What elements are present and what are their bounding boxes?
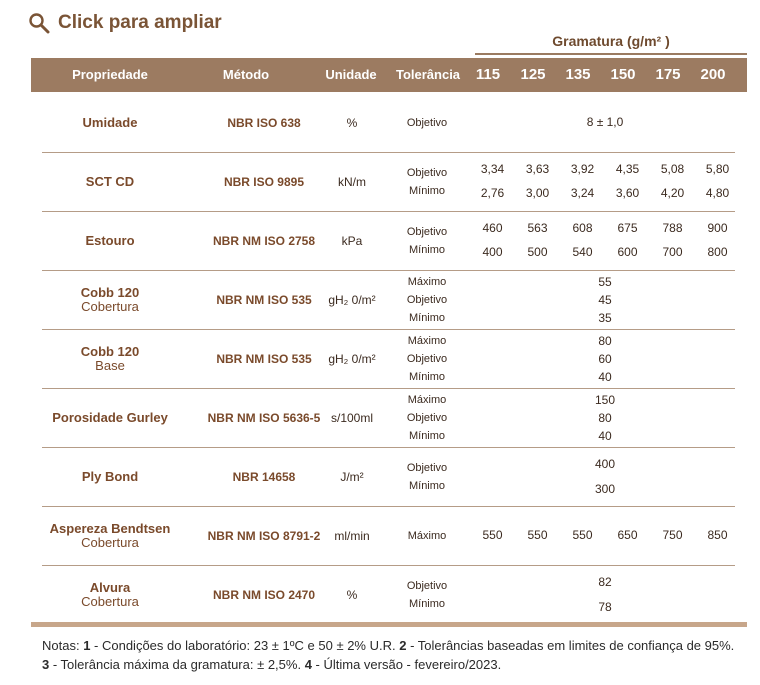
notes xyxy=(42,636,742,674)
tolerance-label: Objetivo xyxy=(406,225,448,238)
tolerance-label: Objetivo xyxy=(406,352,448,365)
method-cell: NBR 14658 xyxy=(232,469,296,484)
table-row xyxy=(42,93,735,153)
tolerance-cell xyxy=(392,506,462,565)
value: 82 xyxy=(598,575,612,589)
property-sub: Cobertura xyxy=(81,593,139,609)
note-number: 3 xyxy=(42,657,50,672)
values-line xyxy=(470,186,740,200)
method-cell: NBR NM ISO 535 xyxy=(216,351,312,366)
table-row xyxy=(42,565,735,624)
value: 4,35 xyxy=(615,162,640,176)
property-sub: Cobertura xyxy=(81,298,139,314)
property-cell xyxy=(42,388,178,447)
note-number: 2 xyxy=(399,638,407,653)
property-name: Porosidade Gurley xyxy=(52,409,168,425)
tolerance-cell xyxy=(392,329,462,388)
value: 300 xyxy=(594,482,616,496)
property-name: Umidade xyxy=(82,114,138,130)
value: 460 xyxy=(482,221,503,235)
note-text: - Última versão - fevereiro/2023. xyxy=(311,657,502,672)
value: 550 xyxy=(572,528,593,542)
unit-cell: s/100ml xyxy=(330,410,374,425)
method-cell: NBR ISO 638 xyxy=(227,115,301,130)
tolerance-label: Objetivo xyxy=(406,411,448,424)
property-cell xyxy=(42,329,178,388)
header-unidade: Unidade xyxy=(325,67,377,82)
header-tolerancia: Tolerância xyxy=(395,67,461,82)
tolerance-label: Máximo xyxy=(407,393,447,406)
note-number: 4 xyxy=(304,657,312,672)
values-line xyxy=(470,245,740,259)
property-name: SCT CD xyxy=(85,173,135,189)
tolerance-cell xyxy=(392,270,462,329)
value: 4,20 xyxy=(660,186,685,200)
value: 563 xyxy=(527,221,548,235)
value: 60 xyxy=(598,352,612,366)
tolerance-label: Objetivo xyxy=(406,579,448,592)
note-text: - Tolerância máxima da gramatura: ± 2,5%. xyxy=(49,657,305,672)
zoom-link[interactable] xyxy=(28,12,222,34)
notes-prefix: Notas: xyxy=(42,638,84,653)
property-name: Aspereza Bendtsen xyxy=(49,520,171,536)
header-propriedade: Propriedade xyxy=(72,67,148,82)
property-name: Ply Bond xyxy=(81,468,139,484)
property-cell xyxy=(42,152,178,211)
tolerance-label: Mínimo xyxy=(408,370,446,383)
values-cell xyxy=(470,506,740,565)
value: 3,24 xyxy=(570,186,595,200)
values-cell xyxy=(470,270,740,329)
tolerance-label: Mínimo xyxy=(408,311,446,324)
property-cell xyxy=(42,506,178,565)
header-metodo: Método xyxy=(222,67,270,82)
value: 750 xyxy=(662,528,683,542)
value: 600 xyxy=(617,245,638,259)
table-row xyxy=(42,270,735,330)
tolerance-cell xyxy=(392,447,462,506)
value: 675 xyxy=(617,221,638,235)
table-row xyxy=(42,329,735,389)
tolerance-cell xyxy=(392,388,462,447)
gramatura-divider xyxy=(475,53,747,55)
values-cell xyxy=(470,329,740,388)
table-header xyxy=(31,58,747,92)
table-row xyxy=(42,388,735,448)
tolerance-cell xyxy=(392,93,462,152)
value: 4,80 xyxy=(705,186,730,200)
value: 850 xyxy=(707,528,728,542)
value: 2,76 xyxy=(480,186,505,200)
value: 55 xyxy=(598,275,612,289)
property-cell xyxy=(42,565,178,624)
header-weight: 150 xyxy=(610,66,636,83)
tolerance-label: Mínimo xyxy=(408,243,446,256)
property-name: Cobb 120 xyxy=(80,284,140,300)
zoom-label: Click para ampliar xyxy=(58,12,222,33)
value: 40 xyxy=(598,429,612,443)
unit-cell: gH₂ 0/m² xyxy=(328,292,376,307)
property-sub: Base xyxy=(95,357,125,373)
property-cell xyxy=(42,270,178,329)
values-cell xyxy=(470,565,740,624)
method-cell: NBR NM ISO 535 xyxy=(216,292,312,307)
property-name: Alvura xyxy=(89,579,131,595)
table-footer-bar xyxy=(31,622,747,627)
method-cell: NBR NM ISO 2470 xyxy=(212,587,316,602)
tolerance-label: Objetivo xyxy=(406,166,448,179)
unit-cell: kPa xyxy=(341,233,363,248)
magnifier-icon xyxy=(28,12,50,34)
tolerance-label: Objetivo xyxy=(406,293,448,306)
property-name: Cobb 120 xyxy=(80,343,140,359)
value: 400 xyxy=(482,245,503,259)
table-row xyxy=(42,447,735,507)
values-cell xyxy=(470,152,740,211)
value: 150 xyxy=(594,393,616,407)
unit-cell: % xyxy=(346,115,358,130)
header-weight: 200 xyxy=(700,66,726,83)
unit-cell: % xyxy=(346,587,358,602)
unit-cell: J/m² xyxy=(340,469,364,484)
value: 608 xyxy=(572,221,593,235)
table-row xyxy=(42,152,735,212)
value: 650 xyxy=(617,528,638,542)
value: 35 xyxy=(598,311,612,325)
method-cell: NBR NM ISO 5636-5 xyxy=(207,410,321,425)
values-line xyxy=(470,528,740,542)
value: 788 xyxy=(662,221,683,235)
values-line xyxy=(470,162,740,176)
value: 400 xyxy=(594,457,616,471)
property-cell xyxy=(42,211,178,270)
value: 5,80 xyxy=(705,162,730,176)
tolerance-label: Mínimo xyxy=(408,597,446,610)
value: 3,00 xyxy=(525,186,550,200)
value: 45 xyxy=(598,293,612,307)
unit-cell: gH₂ 0/m² xyxy=(328,351,376,366)
tolerance-label: Máximo xyxy=(407,529,447,542)
value: 900 xyxy=(707,221,728,235)
value: 8 ± 1,0 xyxy=(586,115,624,129)
values-cell xyxy=(470,447,740,506)
value: 800 xyxy=(707,245,728,259)
method-cell: NBR NM ISO 2758 xyxy=(212,233,316,248)
tolerance-label: Máximo xyxy=(407,275,447,288)
value: 5,08 xyxy=(660,162,685,176)
value: 550 xyxy=(527,528,548,542)
value: 500 xyxy=(527,245,548,259)
property-name: Estouro xyxy=(85,232,135,248)
note-number: 1 xyxy=(83,638,91,653)
tolerance-cell xyxy=(392,152,462,211)
unit-cell: kN/m xyxy=(338,174,366,189)
property-sub: Cobertura xyxy=(81,534,139,550)
table-row xyxy=(42,211,735,271)
header-weight: 175 xyxy=(655,66,681,83)
note-text: - Tolerâncias baseadas em limites de confiança de 95%. xyxy=(406,638,735,653)
tolerance-label: Objetivo xyxy=(406,461,448,474)
tolerance-label: Máximo xyxy=(407,334,447,347)
tolerance-label: Objetivo xyxy=(406,116,448,129)
value: 78 xyxy=(598,600,612,614)
tolerance-label: Mínimo xyxy=(408,184,446,197)
method-cell: NBR NM ISO 8791-2 xyxy=(207,528,321,543)
values-cell xyxy=(470,388,740,447)
value: 80 xyxy=(598,411,612,425)
value: 3,92 xyxy=(570,162,595,176)
value: 80 xyxy=(598,334,612,348)
value: 40 xyxy=(598,370,612,384)
note-text: - Condições do laboratório: 23 ± 1ºC e 50 ± 2% U.R. xyxy=(90,638,400,653)
tolerance-cell xyxy=(392,565,462,624)
gramatura-label: Gramatura (g/m² ) xyxy=(552,33,670,49)
value: 3,63 xyxy=(525,162,550,176)
value: 3,34 xyxy=(480,162,505,176)
header-weight: 115 xyxy=(475,66,501,83)
tolerance-label: Mínimo xyxy=(408,429,446,442)
tolerance-label: Mínimo xyxy=(408,479,446,492)
header-weight: 135 xyxy=(565,66,591,83)
header-weight: 125 xyxy=(520,66,546,83)
values-cell xyxy=(470,211,740,270)
values-cell xyxy=(470,93,740,152)
value: 550 xyxy=(482,528,503,542)
value: 3,60 xyxy=(615,186,640,200)
property-cell xyxy=(42,447,178,506)
value: 540 xyxy=(572,245,593,259)
value: 700 xyxy=(662,245,683,259)
unit-cell: ml/min xyxy=(334,528,370,543)
property-cell xyxy=(42,93,178,152)
values-line xyxy=(470,221,740,235)
tolerance-cell xyxy=(392,211,462,270)
table-row xyxy=(42,506,735,566)
method-cell: NBR ISO 9895 xyxy=(223,174,305,189)
